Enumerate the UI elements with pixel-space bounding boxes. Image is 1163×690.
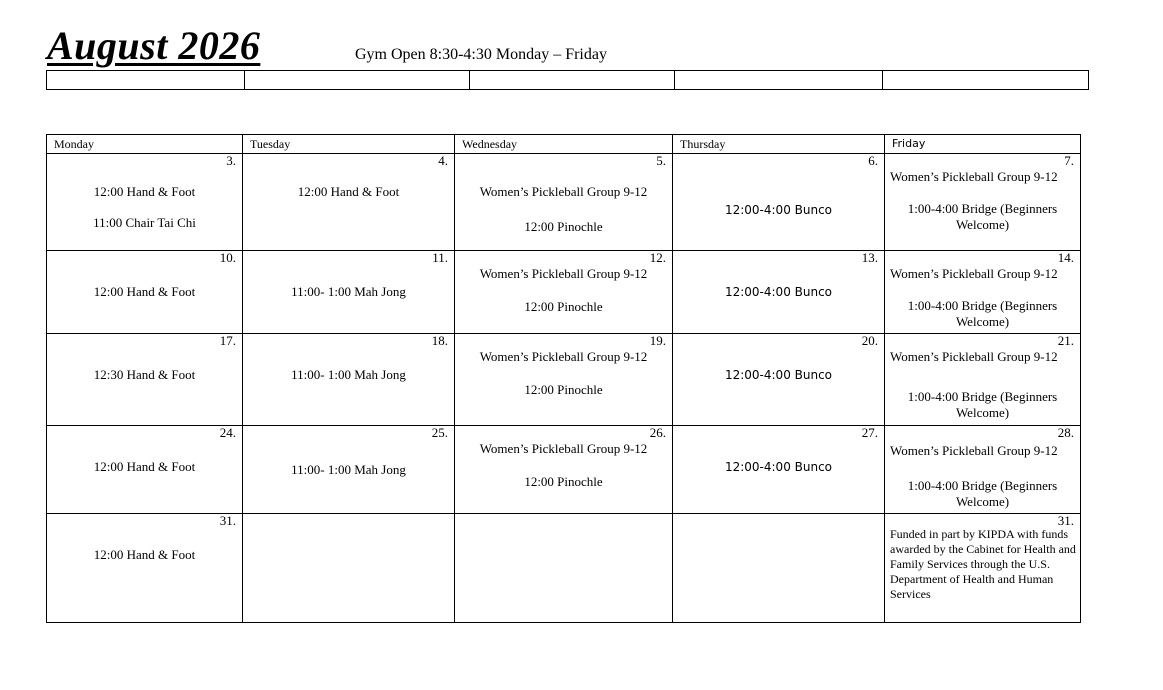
event: 12:00-4:00 Bunco [724, 203, 833, 217]
day-number: 10. [219, 250, 236, 265]
day-cell [243, 334, 455, 426]
event: Women’s Pickleball Group 9-12 [890, 443, 1058, 458]
weekday-header-thursday: Thursday [673, 135, 885, 154]
header-strip-cell [674, 71, 882, 89]
event: 1:00-4:00 Bridge (Beginners Welcome) [907, 298, 1058, 329]
event: 12:00 Hand & Foot [93, 184, 196, 199]
day-cell [47, 426, 243, 514]
event: 11:00- 1:00 Mah Jong [291, 367, 406, 382]
event: 1:00-4:00 Bridge (Beginners Welcome) [907, 201, 1058, 232]
event: 1:00-4:00 Bridge (Beginners Welcome) [907, 478, 1058, 509]
day-number: 5. [656, 153, 666, 168]
event: 12:00 Pinochle [524, 299, 603, 314]
weekday-header-friday: Friday [885, 135, 1081, 154]
day-cell [243, 514, 455, 623]
day-number: 27. [861, 425, 878, 440]
event: 12:30 Hand & Foot [93, 367, 196, 382]
event: 12:00-4:00 Bunco [724, 460, 833, 474]
day-number: 21. [1057, 333, 1074, 348]
event: 12:00-4:00 Bunco [724, 285, 833, 299]
event: 11:00- 1:00 Mah Jong [291, 284, 406, 299]
day-cell [47, 251, 243, 334]
event: Women’s Pickleball Group 9-12 [479, 349, 648, 364]
day-number: 25. [431, 425, 448, 440]
header-strip-cell [469, 71, 674, 89]
day-cell [885, 426, 1081, 514]
day-cell [47, 154, 243, 251]
day-cell [885, 514, 1081, 623]
day-cell [885, 334, 1081, 426]
funding-note: Funded in part by KIPDA with funds awarded by the Cabinet for Health and Family Services through the U.S. Department of Health and Human Services [890, 527, 1076, 601]
header-strip [46, 70, 1089, 90]
event: 12:00 Hand & Foot [93, 284, 196, 299]
day-number: 7. [1064, 153, 1074, 168]
event: 1:00-4:00 Bridge (Beginners Welcome) [907, 389, 1058, 420]
event: 11:00- 1:00 Mah Jong [291, 462, 406, 477]
day-number: 20. [861, 333, 878, 348]
event: Women’s Pickleball Group 9-12 [479, 184, 648, 199]
event: 12:00 Pinochle [524, 474, 603, 489]
weekday-header-tuesday: Tuesday [243, 135, 455, 154]
month-title: August 2026 [47, 23, 261, 68]
event: 12:00-4:00 Bunco [724, 368, 833, 382]
day-cell [47, 334, 243, 426]
day-cell [243, 251, 455, 334]
week-row [47, 514, 1081, 623]
header-strip-cell [244, 71, 469, 89]
day-cell [455, 334, 673, 426]
calendar-grid [46, 134, 1081, 623]
event: Women’s Pickleball Group 9-12 [890, 266, 1058, 281]
day-number: 13. [861, 250, 878, 265]
event: 12:00 Pinochle [524, 382, 603, 397]
day-number: 19. [649, 333, 666, 348]
day-number: 4. [438, 153, 448, 168]
gym-hours-note: Gym Open 8:30-4:30 Monday – Friday [355, 46, 607, 63]
weekday-header-wednesday: Wednesday [455, 135, 673, 154]
event: 12:00 Hand & Foot [297, 184, 400, 199]
day-cell [885, 154, 1081, 251]
day-number: 17. [219, 333, 236, 348]
day-number: 3. [226, 153, 236, 168]
event: Women’s Pickleball Group 9-12 [890, 169, 1058, 184]
weekday-header-row [47, 135, 1081, 154]
event: Women’s Pickleball Group 9-12 [479, 266, 648, 281]
weekday-header-monday: Monday [47, 135, 243, 154]
event: Women’s Pickleball Group 9-12 [479, 441, 648, 456]
day-number: 28. [1057, 425, 1074, 440]
week-row [47, 251, 1081, 334]
event: 12:00 Hand & Foot [93, 459, 196, 474]
day-cell [455, 514, 673, 623]
day-number: 6. [868, 153, 878, 168]
day-cell [673, 251, 885, 334]
day-cell [455, 154, 673, 251]
day-number: 31. [219, 513, 236, 528]
day-cell [673, 154, 885, 251]
day-cell [673, 426, 885, 514]
week-row [47, 426, 1081, 514]
event: 12:00 Hand & Foot [93, 547, 196, 562]
day-cell [243, 426, 455, 514]
day-cell [455, 426, 673, 514]
day-cell [885, 251, 1081, 334]
event: 11:00 Chair Tai Chi [93, 215, 196, 230]
day-cell [455, 251, 673, 334]
day-cell [47, 514, 243, 623]
day-number: 26. [649, 425, 666, 440]
event: Women’s Pickleball Group 9-12 [890, 349, 1058, 364]
header-strip-cell [47, 71, 244, 89]
day-cell [673, 334, 885, 426]
day-number: 14. [1057, 250, 1074, 265]
day-number: 24. [219, 425, 236, 440]
day-number: 12. [649, 250, 666, 265]
day-cell [673, 514, 885, 623]
header-strip-cell [882, 71, 1088, 89]
event: 12:00 Pinochle [524, 219, 603, 234]
week-row [47, 154, 1081, 251]
day-cell [243, 154, 455, 251]
day-number: 31. [1057, 513, 1074, 528]
week-row [47, 334, 1081, 426]
day-number: 18. [431, 333, 448, 348]
day-number: 11. [432, 250, 448, 265]
